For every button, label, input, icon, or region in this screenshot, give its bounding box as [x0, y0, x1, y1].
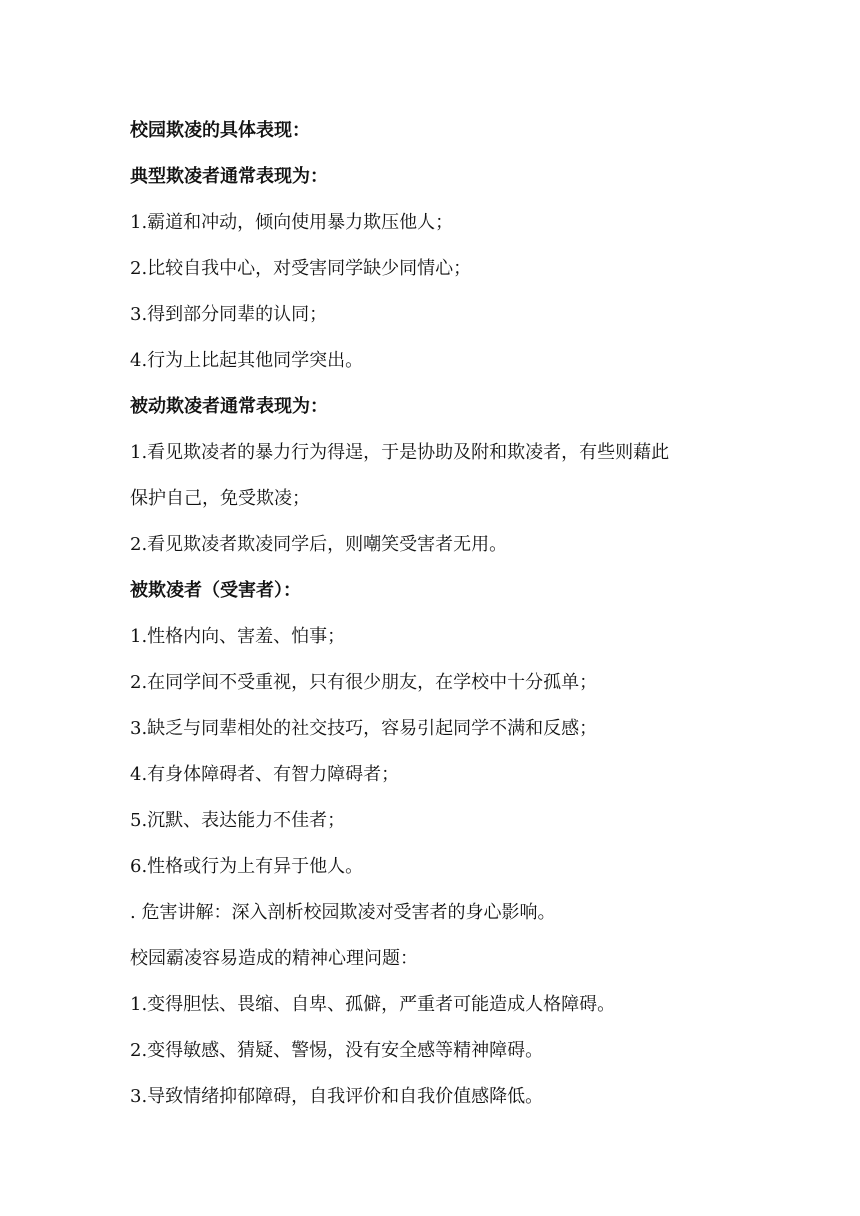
heading-line: 被欺凌者（受害者）：	[130, 580, 301, 601]
body-line: 3.缺乏与同辈相处的社交技巧，容易引起同学不满和反感；	[130, 718, 598, 739]
body-line: 1.性格内向、害羞、怕事；	[130, 626, 346, 647]
body-line: 2.看见欺凌者欺凌同学后，则嘲笑受害者无用。	[130, 534, 508, 555]
heading-line: 被动欺凌者通常表现为：	[130, 396, 328, 417]
body-line: 3.导致情绪抑郁障碍，自我评价和自我价值感降低。	[130, 1086, 544, 1107]
body-line: 5.沉默、表达能力不佳者；	[130, 810, 346, 831]
body-line: . 危害讲解：深入剖析校园欺凌对受害者的身心影响。	[130, 902, 556, 923]
heading-line: 典型欺凌者通常表现为：	[130, 166, 328, 187]
body-line: 4.有身体障碍者、有智力障碍者；	[130, 764, 400, 785]
body-line: 保护自己，免受欺凌；	[130, 488, 310, 509]
body-line: 校园霸凌容易造成的精神心理问题：	[130, 948, 418, 969]
heading-line: 校园欺凌的具体表现：	[130, 120, 310, 141]
body-line: 6.性格或行为上有异于他人。	[130, 856, 364, 877]
body-line: 2.变得敏感、猜疑、警惕，没有安全感等精神障碍。	[130, 1040, 544, 1061]
body-line: 1.变得胆怯、畏缩、自卑、孤僻，严重者可能造成人格障碍。	[130, 994, 616, 1015]
body-line: 2.在同学间不受重视，只有很少朋友，在学校中十分孤单；	[130, 672, 598, 693]
body-line: 3.得到部分同辈的认同；	[130, 304, 328, 325]
body-line: 2.比较自我中心，对受害同学缺少同情心；	[130, 258, 472, 279]
body-line: 1.看见欺凌者的暴力行为得逞，于是协助及附和欺凌者，有些则藉此	[130, 442, 670, 463]
body-line: 1.霸道和冲动，倾向使用暴力欺压他人；	[130, 212, 454, 233]
body-line: 4.行为上比起其他同学突出。	[130, 350, 364, 371]
document-body	[130, 108, 740, 1120]
